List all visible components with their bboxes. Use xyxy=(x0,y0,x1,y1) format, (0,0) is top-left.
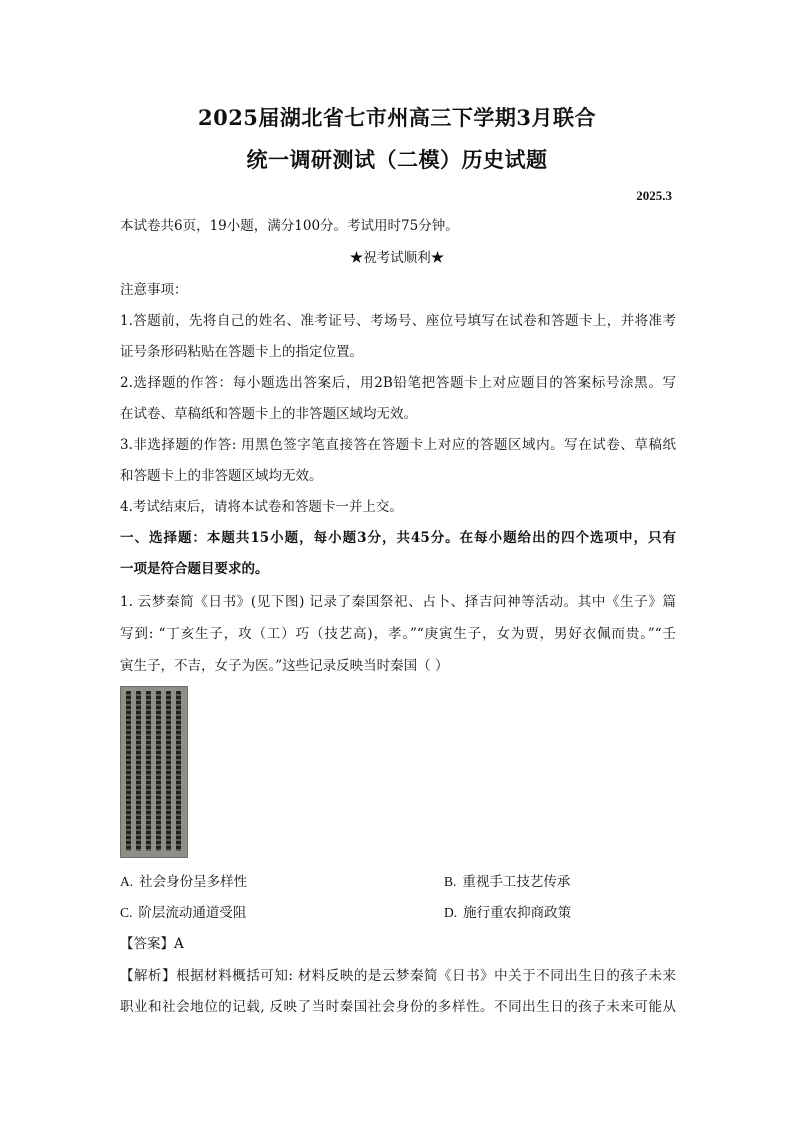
q1-stem-line3: 寅生子，不吉，女子为医。”这些记录反映当时秦国（ ） xyxy=(120,658,449,674)
note-3-line2: 和答题卡上的非答题区域均无效。 xyxy=(120,468,323,484)
blessing-text: ★祝考试顺利★ xyxy=(349,250,445,266)
note-1-line1: 1.答题前，先将自己的姓名、准考证号、考场号、座位号填写在试卷和答题卡上，并将准考 xyxy=(120,313,676,329)
q1-stem-line2: 写到: “丁亥生子，攻（工）巧（技艺高)，孝。”“庚寅生子，女为贾，男好衣佩而贵。”“壬 xyxy=(120,626,676,642)
section1-heading-line1: 一、选择题：本题共15小题，每小题3分，共45分。在每小题给出的四个选项中，只有 xyxy=(120,530,676,546)
q1-option-d[interactable] xyxy=(444,903,571,923)
q1-option-c[interactable] xyxy=(120,903,246,923)
note-2-line1: 2.选择题的作答：每小题选出答案后，用2B铅笔把答题卡上对应题目的答案标号涂黑。写 xyxy=(120,375,676,391)
exam-title-line2: 统一调研测试（二模）历史试题 xyxy=(246,147,548,172)
note-3-line1: 3.非选择题的作答: 用黑色签字笔直接答在答题卡上对应的答题区域内。写在试卷、草稿纸 xyxy=(120,437,676,453)
option-letter: A. xyxy=(120,874,134,889)
note-1-line2: 证号条形码粘贴在答题卡上的指定位置。 xyxy=(120,344,363,360)
option-text: 阶层流动通道受阻 xyxy=(138,905,247,921)
q1-option-a[interactable] xyxy=(120,872,247,892)
exam-date: 2025.3 xyxy=(636,188,672,203)
q1-analysis-line1: 【解析】根据材料概括可知: 材料反映的是云梦秦简《日书》中关于不同出生日的孩子未来 xyxy=(120,968,676,984)
notes-heading: 注意事项： xyxy=(120,282,188,298)
q1-answer: 【答案】A xyxy=(120,936,184,952)
q1-analysis-line2: 职业和社会地位的记载, 反映了当时秦国社会身份的多样性。不同出生日的孩子未来可能从 xyxy=(120,999,676,1015)
option-text: 重视手工技艺传承 xyxy=(462,874,571,890)
option-letter: C. xyxy=(120,905,133,920)
bamboo-slips-image xyxy=(120,686,188,858)
note-4: 4.考试结束后，请将本试卷和答题卡一并上交。 xyxy=(120,499,403,515)
option-text: 施行重农抑商政策 xyxy=(463,905,572,921)
note-2-line2: 在试卷、草稿纸和答题卡上的非答题区域均无效。 xyxy=(120,406,417,422)
section1-heading-line2: 一项是符合题目要求的。 xyxy=(120,561,269,577)
exam-title-line1: 2025届湖北省七市州高三下学期3月联合 xyxy=(197,105,597,130)
q1-option-b[interactable] xyxy=(444,872,570,892)
option-letter: B. xyxy=(444,874,457,889)
q1-stem-line1: 1. 云梦秦简《日书》(见下图) 记录了秦国祭祀、占卜、择吉问神等活动。其中《生子》篇 xyxy=(120,594,676,610)
exam-summary: 本试卷共6页，19小题，满分100分。考试用时75分钟。 xyxy=(120,218,459,234)
option-letter: D. xyxy=(444,905,458,920)
option-text: 社会身份呈多样性 xyxy=(139,874,248,890)
